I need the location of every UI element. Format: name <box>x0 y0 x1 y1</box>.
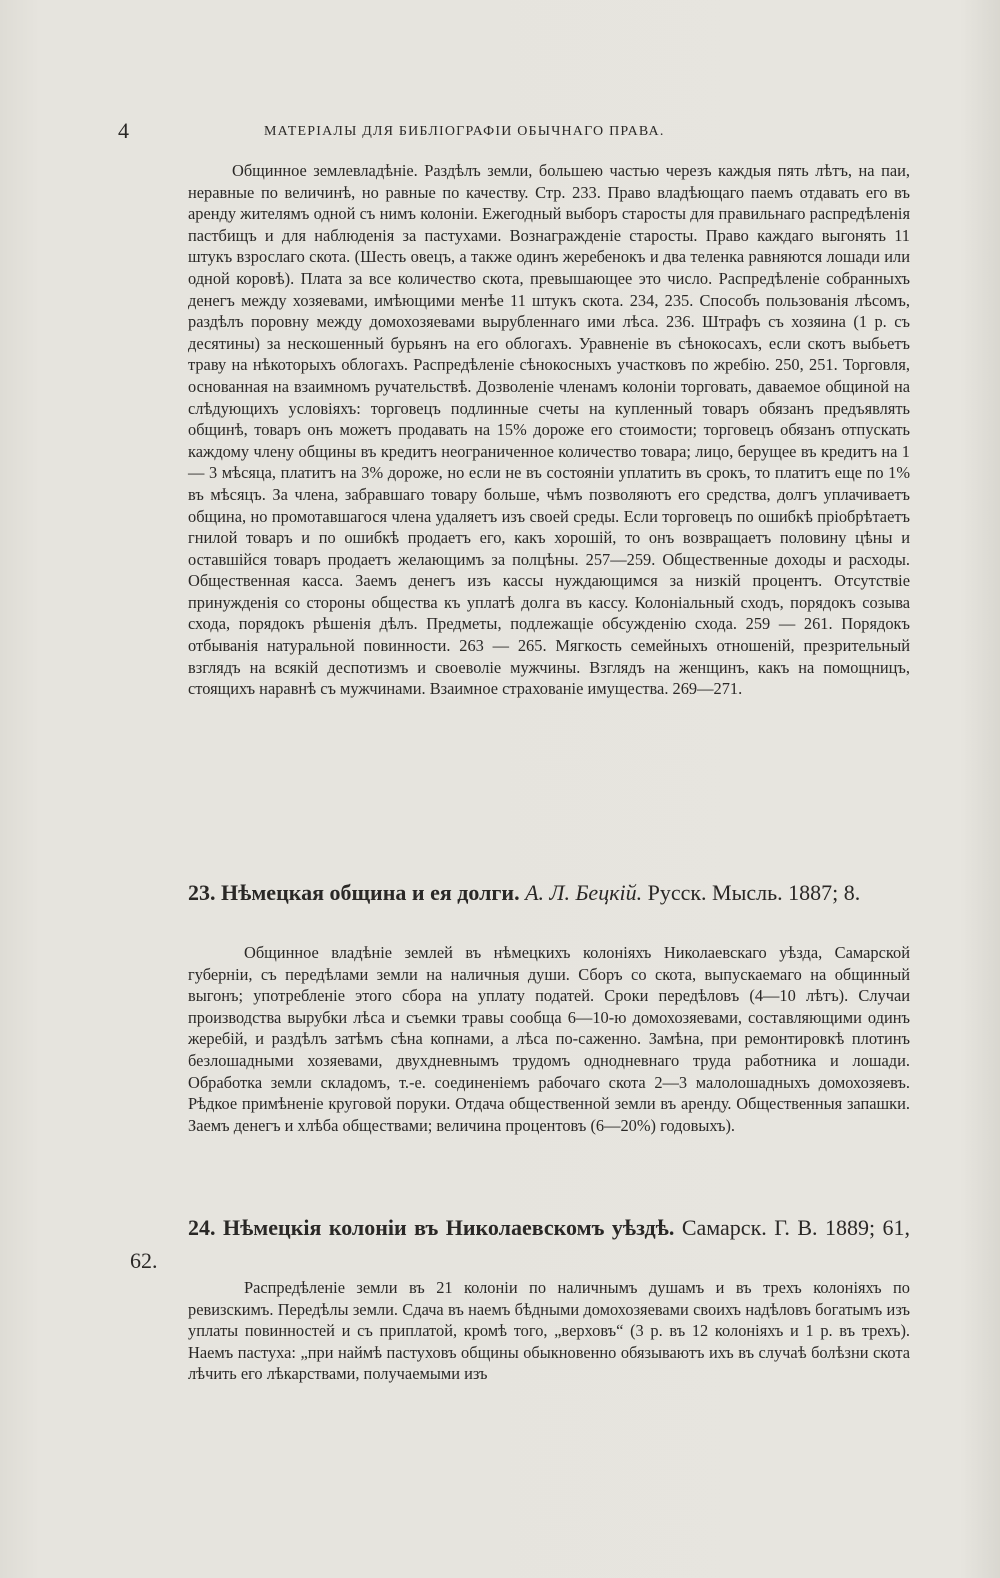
entry-24-number: 24. <box>188 1215 216 1240</box>
running-head <box>118 118 908 148</box>
entry-23-title: Нѣмецкая община и ея долги. <box>221 880 520 905</box>
entry-24-source: Самарск. Г. В. 1889; 61, 62. <box>130 1215 911 1273</box>
entry-23-heading <box>130 876 910 909</box>
page-number: 4 <box>118 118 129 143</box>
running-title: МАТЕРІАЛЫ ДЛЯ БИБЛІОГРАФІИ ОБЫЧНАГО ПРАВА. <box>264 124 665 139</box>
entry-23-author: А. Л. Бецкій. <box>525 880 643 905</box>
entry-24-title: Нѣмецкія колоніи въ Николаевскомъ уѣздѣ. <box>222 1215 675 1240</box>
paragraph-entry-24-summary: Распредѣленіе земли въ 21 колоніи по наличнымъ душамъ и въ трехъ колоніяхъ по ревизскимъ. Передѣлы земли. Сдача въ наемъ бѣдными домохозяевами своихъ надѣловъ богатымъ изъ уплаты повинностей и съ приплатой, кромѣ того, „верховъ“ (3 р. въ 12 колоніяхъ и 1 р. въ трехъ). Наемъ пастуха: „при наймѣ пастуховъ общины обыкновенно обязываютъ ихъ въ случаѣ болѣзни скота лѣчить его лѣкарствами, получаемыми изъ <box>188 1278 910 1384</box>
paragraph-entry-23-summary: Общинное владѣніе землей въ нѣмецкихъ колоніяхъ Николаевскаго уѣзда, Самарской губерніи, съ передѣлами земли на наличныя души. Сборъ со скота, выпускаемаго на общинный выгонъ; употребленіе этого сбора на уплату податей. Сроки передѣловъ (4—10 лѣтъ). Случаи производства вырубки лѣса и съемки травы сообща 6—10-ю домохозяевами, составляющими одинъ жеребій, и раздѣлъ затѣмъ сѣна копнами, а лѣса по-саженно. Замѣна, при ремонтировкѣ плотинъ безлошадными хозяевами, двухдневнымъ трудомъ однодневнаго труда работника и лошади. Обработка земли складомъ, т.-е. соединеніемъ рабочаго скота 2—3 малолошадныхъ домохозяевъ. Рѣдкое примѣненіе круговой поруки. Отдача общественной земли въ аренду. Общественныя запашки. Заемъ денегъ и хлѣба обществами; величина процентовъ (6—20%) годовыхъ). <box>188 943 910 1135</box>
entry-23-number: 23. <box>188 880 216 905</box>
entry-23-source: Русск. Мысль. 1887; 8. <box>647 880 861 905</box>
paragraph-entry-22-summary: Общинное землевладѣніе. Раздѣлъ земли, большею частью черезъ каждыя пять лѣтъ, на паи, неравные по величинѣ, но равные по качеству. Стр. 233. Право владѣющаго паемъ отдавать его въ аренду жителямъ одной съ нимъ колоніи. Ежегодный выборъ старосты для правильнаго распредѣленія пастбищъ и для наблюденія за пастухами. Вознагражденіе старосты. Право каждаго выгонять 11 штукъ взрослаго скота. (Шесть овецъ, а также одинъ жеребенокъ и два теленка равняются лошади или одной коровѣ). Плата за все количество скота, превышающее это число. Распредѣленіе собранныхъ денегъ между хозяевами, имѣющими менѣе 11 штукъ скота. 234, 235. Способъ пользованія лѣсомъ, раздѣлъ поровну между домохозяевами вырубленнаго ими лѣса. 236. Штрафъ съ хозяина (1 р. съ десятины) за нескошенный бурьянъ на его облогахъ. Уравненіе въ сѣнокосахъ, если скотъ выбьетъ траву на нѣкоторыхъ облогахъ. Распредѣленіе сѣнокосныхъ участковъ по жребію. 250, 251. Торговля, основанная на взаимномъ ручательствѣ. Дозволеніе членамъ колоніи торговать, даваемое общиной на слѣдующихъ условіяхъ: торговецъ подлинные счеты на купленный товаръ обязанъ предъявлять общинѣ, товаръ онъ можетъ продавать на 15% дороже его стоимости; торговецъ обязанъ отпускать каждому члену общины въ кредитъ неограниченное количество товара; лицо, берущее въ кредитъ на 1 — 3 мѣсяца, платитъ на 3% дороже, но если не въ состояніи уплатить въ срокъ, то платитъ еще по 1% въ мѣсяцъ. За члена, забравшаго товару больше, чѣмъ позволяютъ его средства, долгъ уплачиваетъ община, но промотавшагося члена удаляетъ изъ своей среды. Если торговецъ по ошибкѣ пріобрѣтаетъ гнилой товаръ и по ошибкѣ продаетъ его, какъ хорошій, то онъ возвращаетъ половину цѣны и оставшійся товаръ продаетъ желающимъ за полцѣны. 257—259. Общественные доходы и расходы. Общественная касса. Заемъ денегъ изъ кассы нуждающимся за низкій процентъ. Отсутствіе принужденія со стороны общества къ уплатѣ долга въ кассу. Колоніальный сходъ, порядокъ созыва схода, порядокъ рѣшенія дѣлъ. Предметы, подлежащіе обсужденію схода. 259 — 261. Порядокъ отбыванія натуральной повинности. 263 — 265. Мягкость семейныхъ отношеній, презрительный взглядъ на всякій деспотизмъ и своеволіе мужчины. Взглядъ на женщинъ, какъ на помощницъ, стоящихъ наравнѣ съ мужчинами. Взаимное страхованіе имущества. 269—271. <box>188 161 910 699</box>
entry-24-heading <box>130 1211 910 1277</box>
